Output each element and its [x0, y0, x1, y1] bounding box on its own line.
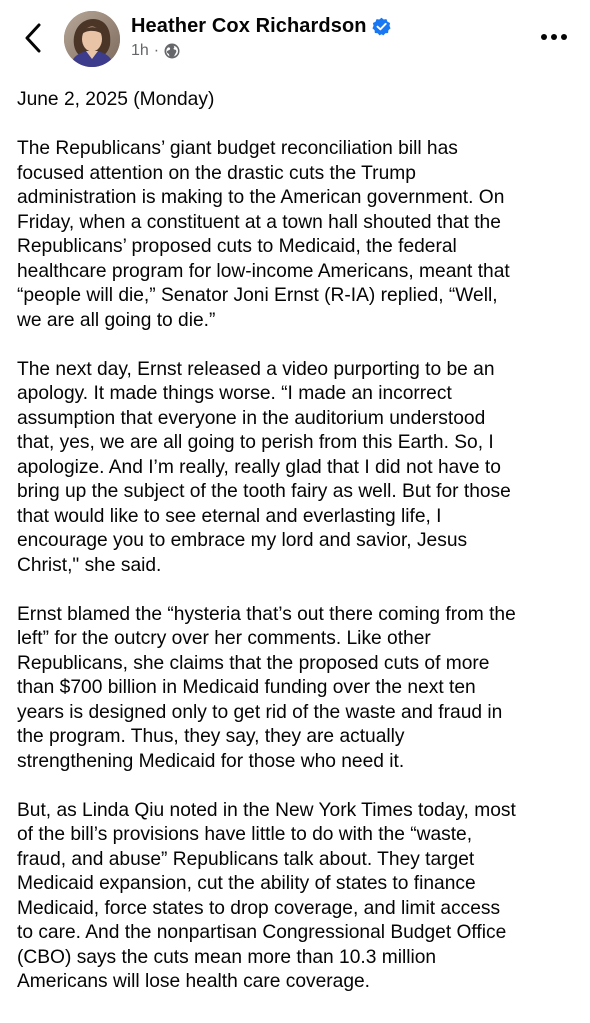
post-date: June 2, 2025 (Monday) [17, 89, 215, 110]
author-name[interactable]: Heather Cox Richardson [131, 14, 367, 37]
avatar[interactable] [64, 11, 120, 67]
timestamp[interactable]: 1h [131, 42, 149, 59]
post-meta [131, 40, 180, 62]
chevron-left-icon[interactable] [18, 20, 48, 56]
post-paragraph: Ernst blamed the “hysteria that’s out there coming from the left” for the outcry over her comments. Like other Republicans, she claims that the proposed cuts of more than $700 billion in Medicaid funding over the next ten years is designed only to get rid of the waste and fraud in the program. Thus, they say, they are actually strengthening Medicaid for those who need it. [17, 603, 516, 772]
post-paragraph: But, as Linda Qiu noted in the New York Times today, most of the bill’s provisions have little to do with the “waste, fraud, and abuse” Republicans talk about. They target Medicaid expansion, cut the ability of states to finance Medicaid, force states to drop coverage, and limit access to care. And the nonpartisan Congressional Budget Office (CBO) says the cuts mean more than 10.3 million Americans will lose health care coverage. [17, 799, 516, 992]
more-dots-icon[interactable] [536, 24, 572, 50]
verified-badge-icon [372, 17, 391, 36]
post-paragraph: The Republicans’ giant budget reconciliation bill has focused attention on the drastic cuts the Trump administration is making to the American government. On Friday, when a constituent at a town hall shouted that the Republicans’ proposed cuts to Medicaid, the federal healthcare program for low-income Americans, meant that “people will die,” Senator Joni Ernst (R-IA) replied, “Well, we are all going to die.” [17, 138, 510, 331]
meta-separator: · [153, 42, 160, 59]
author-row [131, 12, 391, 40]
post-paragraph: The next day, Ernst released a video purporting to be an apology. It made things worse. “I made an incorrect assumption that everyone in the auditorium understood that, yes, we are all going to perish from this Earth. So, I apologize. And I’m really, really glad that I did not have to bring up the subject of the tooth fairy as well. But for those that would like to see eternal and everlasting life, I encourage you to embrace my lord and savior, Jesus Christ," she said. [17, 358, 511, 576]
post-body [17, 88, 582, 1019]
globe-icon [164, 43, 180, 59]
post-header [0, 0, 590, 74]
